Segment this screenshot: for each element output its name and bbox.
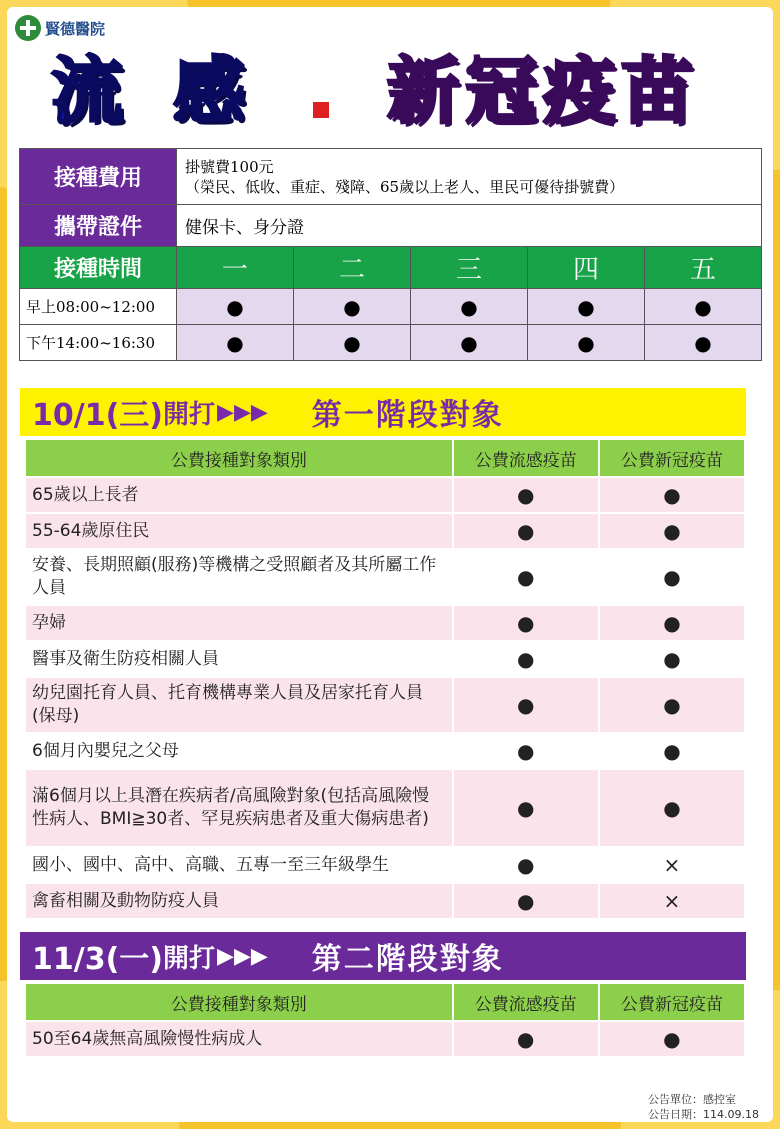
phase2-date: 11/3(一) — [32, 942, 164, 977]
notice-unit: 公告單位：感控室 — [648, 1093, 737, 1106]
covid-mark: ● — [599, 513, 745, 549]
schedule-mark: ● — [645, 289, 762, 325]
phase1-action: 開打 — [163, 399, 216, 430]
table-row-category: 醫事及衛生防疫相關人員 — [26, 641, 453, 677]
schedule-mark: ● — [528, 289, 645, 325]
fee-label: 接種費用 — [20, 149, 177, 205]
fee-line2: （榮民、低收、重症、殘障、65歲以上老人、里民可優待掛號費） — [185, 177, 625, 196]
info-table — [19, 148, 762, 361]
fee-line1: 掛號費100元 — [185, 157, 274, 176]
col-header-flu: 公費流感疫苗 — [453, 440, 599, 477]
flu-mark: ● — [453, 1021, 599, 1057]
covid-mark: ● — [599, 641, 745, 677]
covid-mark: ● — [599, 769, 745, 847]
table-row-category: 55-64歲原住民 — [26, 513, 453, 549]
table-row-category: 6個月內嬰兒之父母 — [26, 733, 453, 769]
flu-mark: ● — [453, 769, 599, 847]
phase1-arrows: ▶▶▶ — [217, 399, 268, 425]
day-header: 一 — [177, 247, 294, 289]
notice-footer — [648, 1092, 759, 1122]
flu-mark: ● — [453, 847, 599, 883]
col-header-covid: 公費新冠疫苗 — [599, 440, 745, 477]
phase1-title: 第一階段對象 — [311, 398, 504, 433]
hospital-name: 賢德醫院 — [45, 19, 106, 38]
time-label: 接種時間 — [20, 247, 177, 289]
covid-mark: ● — [599, 605, 745, 641]
table-row-category: 國小、國中、高中、高職、五專一至三年級學生 — [26, 847, 453, 883]
schedule-mark: ● — [177, 325, 294, 361]
table-row-category: 安養、長期照顧(服務)等機構之受照顧者及其所屬工作人員 — [26, 549, 453, 605]
schedule-mark: ● — [645, 325, 762, 361]
table-row-category: 65歲以上長者 — [26, 477, 453, 513]
col-header-category: 公費接種對象類別 — [26, 440, 453, 477]
covid-mark: ● — [599, 733, 745, 769]
doc-value: 健保卡、身分證 — [177, 205, 762, 247]
table-row-category: 50至64歲無高風險慢性病成人 — [26, 1021, 453, 1057]
phase2-action: 開打 — [163, 943, 216, 974]
title-covid: 新冠疫苗 — [387, 49, 700, 133]
title-separator-dot — [313, 102, 329, 118]
day-header: 二 — [294, 247, 411, 289]
schedule-mark: ● — [411, 289, 528, 325]
covid-mark: × — [599, 847, 745, 883]
title-flu: 流感 — [51, 49, 296, 133]
covid-mark: ● — [599, 549, 745, 605]
time-slot-afternoon: 下午14:00~16:30 — [20, 325, 177, 361]
day-header: 四 — [528, 247, 645, 289]
phase2-title: 第二階段對象 — [311, 942, 504, 977]
notice-date: 公告日期：114.09.18 — [648, 1108, 759, 1121]
flu-mark: ● — [453, 513, 599, 549]
phase2-banner — [20, 932, 746, 980]
table-row-category: 幼兒園托育人員、托育機構專業人員及居家托育人員(保母) — [26, 677, 453, 733]
schedule-mark: ● — [528, 325, 645, 361]
flu-mark: ● — [453, 549, 599, 605]
phase1-table — [26, 440, 746, 920]
schedule-mark: ● — [294, 289, 411, 325]
phase1-date: 10/1(三) — [32, 398, 164, 433]
schedule-mark: ● — [411, 325, 528, 361]
covid-mark: ● — [599, 477, 745, 513]
table-row-category: 禽畜相關及動物防疫人員 — [26, 883, 453, 919]
flu-mark: ● — [453, 605, 599, 641]
hospital-logo — [15, 15, 105, 41]
covid-mark: × — [599, 883, 745, 919]
content-panel — [7, 7, 773, 1122]
schedule-mark: ● — [294, 325, 411, 361]
covid-mark: ● — [599, 677, 745, 733]
time-slot-morning: 早上08:00~12:00 — [20, 289, 177, 325]
schedule-mark: ● — [177, 289, 294, 325]
day-header: 五 — [645, 247, 762, 289]
covid-mark: ● — [599, 1021, 745, 1057]
flu-mark: ● — [453, 477, 599, 513]
phase1-banner — [20, 388, 746, 436]
col-header-covid: 公費新冠疫苗 — [599, 984, 745, 1021]
flu-mark: ● — [453, 733, 599, 769]
poster-title — [7, 45, 773, 137]
table-row-category: 孕婦 — [26, 605, 453, 641]
doc-label: 攜帶證件 — [20, 205, 177, 247]
phase2-table — [26, 984, 746, 1058]
hospital-cross-icon — [15, 15, 41, 41]
flu-mark: ● — [453, 883, 599, 919]
phase2-arrows: ▶▶▶ — [217, 943, 268, 969]
flu-mark: ● — [453, 641, 599, 677]
flu-mark: ● — [453, 677, 599, 733]
day-header: 三 — [411, 247, 528, 289]
col-header-category: 公費接種對象類別 — [26, 984, 453, 1021]
table-row-category: 滿6個月以上具潛在疾病者/高風險對象(包括高風險慢性病人、BMI≧30者、罕見疾病患者及重大傷病患者) — [26, 769, 453, 847]
fee-value — [177, 149, 762, 205]
col-header-flu: 公費流感疫苗 — [453, 984, 599, 1021]
